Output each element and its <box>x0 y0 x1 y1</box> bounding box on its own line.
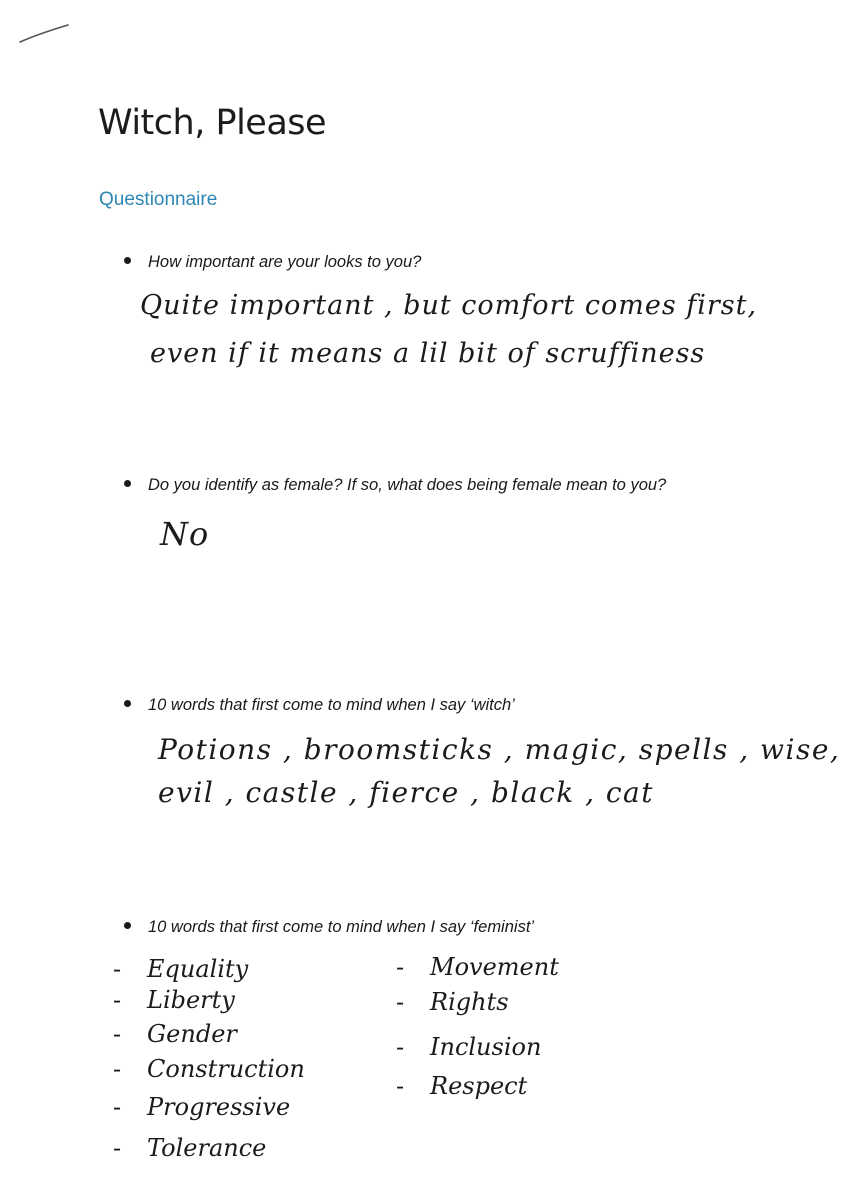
question-female <box>124 476 666 495</box>
question-looks <box>124 253 421 272</box>
handwritten-answer-line: even if it means a lil bit of scruffiness <box>150 338 706 369</box>
handwritten-answer-line: No <box>160 515 210 553</box>
page-title: Witch, Please <box>98 103 327 143</box>
list-item: - Respect <box>396 1072 528 1100</box>
list-item: - Construction <box>113 1055 305 1083</box>
list-item: - Liberty <box>113 986 235 1014</box>
list-item: - Progressive <box>113 1093 291 1121</box>
question-text: 10 words that first come to mind when I say ‘witch’ <box>148 696 515 714</box>
list-item: - Gender <box>113 1020 237 1048</box>
handwritten-answer-line: evil , castle , fierce , black , cat <box>158 776 654 809</box>
section-heading: Questionnaire <box>99 189 218 210</box>
handwritten-answer-line: Quite important , but comfort comes first, <box>140 290 758 321</box>
list-item: - Movement <box>396 953 559 981</box>
list-item: - Inclusion <box>396 1033 542 1061</box>
list-item: - Equality <box>113 955 249 983</box>
question-feminist-words <box>124 918 534 937</box>
bullet-icon <box>124 480 131 487</box>
question-witch-words <box>124 696 515 715</box>
bullet-icon <box>124 257 131 264</box>
list-item: - Rights <box>396 988 509 1016</box>
handwritten-answer-line: Potions , broomsticks , magic, spells , wise, <box>158 733 841 766</box>
question-text: 10 words that first come to mind when I say ‘feminist’ <box>148 918 535 936</box>
question-text: How important are your looks to you? <box>148 253 422 271</box>
bullet-icon <box>124 922 131 929</box>
list-item: - Tolerance <box>113 1134 267 1162</box>
pen-stroke-mark <box>18 22 70 46</box>
bullet-icon <box>124 700 131 707</box>
question-text: Do you identify as female? If so, what does being female mean to you? <box>148 476 667 494</box>
